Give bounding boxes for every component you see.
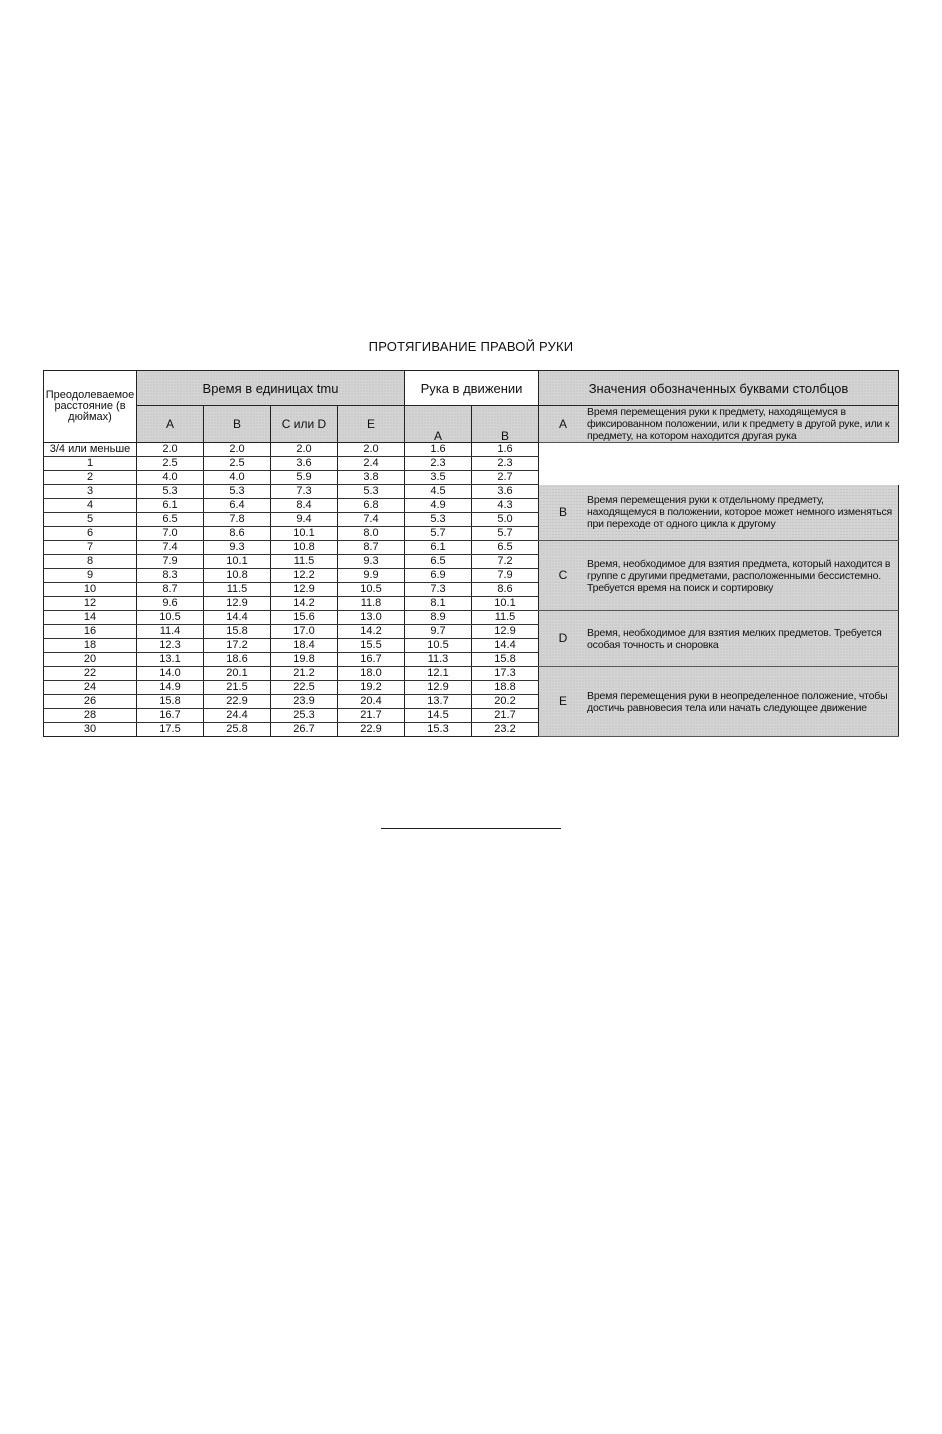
cell-value: 10.5 [405,639,472,653]
cell-value: 3.8 [338,471,405,485]
cell-value: 12.1 [405,667,472,681]
cell-value: 7.8 [204,513,271,527]
cell-distance: 5 [44,513,137,527]
cell-value: 7.4 [338,513,405,527]
cell-value: 4.0 [137,471,204,485]
cell-value: 8.9 [405,611,472,625]
cell-value: 20.2 [472,695,539,709]
cell-value: 5.3 [204,485,271,499]
cell-value: 7.3 [271,485,338,499]
cell-value: 4.0 [204,471,271,485]
cell-distance: 6 [44,527,137,541]
cell-value: 10.5 [137,611,204,625]
header-time-col-a: A [137,406,204,443]
cell-value: 2.5 [204,457,271,471]
separator-rule [381,828,561,829]
cell-distance: 9 [44,569,137,583]
cell-value: 18.8 [472,681,539,695]
cell-value: 22.9 [204,695,271,709]
cell-value: 8.7 [137,583,204,597]
cell-value: 12.9 [271,583,338,597]
cell-value: 5.3 [338,485,405,499]
cell-value: 12.9 [204,597,271,611]
cell-value: 2.5 [137,457,204,471]
cell-value: 2.4 [338,457,405,471]
cell-distance: 8 [44,555,137,569]
cell-distance: 3/4 или меньше [44,443,137,457]
cell-value: 6.9 [405,569,472,583]
cell-value: 25.8 [204,723,271,737]
cell-value: 15.3 [405,723,472,737]
cell-value: 10.1 [204,555,271,569]
header-motion-col-a: A [405,406,472,443]
header-time-col-cd: C или D [271,406,338,443]
cell-value: 18.6 [204,653,271,667]
reach-time-table [43,370,899,737]
cell-value: 10.1 [472,597,539,611]
cell-value: 17.5 [137,723,204,737]
header-motion-col-b: B [472,406,539,443]
cell-value: 15.6 [271,611,338,625]
cell-value: 6.8 [338,499,405,513]
cell-value: 8.6 [472,583,539,597]
cell-value: 7.9 [137,555,204,569]
cell-distance: 20 [44,653,137,667]
cell-value: 18.0 [338,667,405,681]
table-row [44,471,899,485]
cell-distance: 4 [44,499,137,513]
cell-value: 21.2 [271,667,338,681]
header-distance: Преодолеваемое расстояние (в дюймах) [44,371,137,443]
cell-value: 14.2 [271,597,338,611]
header-time-col-e: E [338,406,405,443]
cell-value: 15.8 [137,695,204,709]
cell-value: 7.2 [472,555,539,569]
header-time-col-b: B [204,406,271,443]
meaning-b [539,485,899,541]
cell-value: 6.4 [204,499,271,513]
cell-value: 9.7 [405,625,472,639]
cell-value: 5.3 [137,485,204,499]
cell-value: 5.9 [271,471,338,485]
cell-value: 6.1 [405,541,472,555]
cell-value: 9.4 [271,513,338,527]
cell-value: 14.5 [405,709,472,723]
cell-distance: 22 [44,667,137,681]
cell-value: 6.1 [137,499,204,513]
cell-value: 7.4 [137,541,204,555]
cell-value: 23.2 [472,723,539,737]
cell-value: 8.1 [405,597,472,611]
header-meaning: Значения обозначенных буквами столбцов [539,371,899,406]
cell-value: 8.3 [137,569,204,583]
cell-value: 26.7 [271,723,338,737]
cell-value: 6.5 [472,541,539,555]
meaning-e-letter: E [559,694,568,708]
cell-value: 8.6 [204,527,271,541]
cell-value: 14.4 [204,611,271,625]
cell-value: 2.0 [338,443,405,457]
header-time-group: Время в единицах tmu [137,371,405,406]
cell-value: 14.9 [137,681,204,695]
cell-value: 10.5 [338,583,405,597]
cell-value: 17.2 [204,639,271,653]
cell-value: 14.4 [472,639,539,653]
cell-value: 2.0 [204,443,271,457]
cell-value: 11.3 [405,653,472,667]
cell-value: 5.0 [472,513,539,527]
cell-distance: 14 [44,611,137,625]
cell-distance: 24 [44,681,137,695]
cell-distance: 2 [44,471,137,485]
meaning-b-text: Время перемещения руки к отдельному предмету, находящемуся в положении, которое может немного изменяться при переходе от одного цикла к другому [587,494,893,531]
cell-value: 10.1 [271,527,338,541]
cell-distance: 28 [44,709,137,723]
header-motion-group: Рука в движении [405,371,539,406]
cell-value: 16.7 [137,709,204,723]
meaning-a-text: Время перемещения руки к предмету, находящемуся в фиксированном положении, или к предмету в другой руке, или к предмету, на котором находится другая рука [587,406,890,442]
table-row [44,611,899,625]
cell-distance: 12 [44,597,137,611]
cell-value: 11.5 [271,555,338,569]
cell-value: 19.2 [338,681,405,695]
cell-value: 21.7 [472,709,539,723]
cell-value: 6.5 [405,555,472,569]
cell-value: 2.0 [271,443,338,457]
cell-value: 13.1 [137,653,204,667]
cell-value: 4.5 [405,485,472,499]
page-title: ПРОТЯГИВАНИЕ ПРАВОЙ РУКИ [368,339,574,354]
table-row [44,443,899,457]
cell-value: 17.0 [271,625,338,639]
cell-value: 15.5 [338,639,405,653]
meaning-d-letter: D [558,631,568,645]
cell-value: 9.6 [137,597,204,611]
cell-value: 24.4 [204,709,271,723]
cell-value: 12.9 [472,625,539,639]
cell-value: 11.4 [137,625,204,639]
table-row [44,667,899,681]
cell-value: 23.9 [271,695,338,709]
table-row [44,541,899,555]
cell-distance: 26 [44,695,137,709]
cell-value: 8.4 [271,499,338,513]
table-row [44,457,899,471]
cell-value: 21.5 [204,681,271,695]
table-row [44,485,899,499]
cell-value: 11.5 [204,583,271,597]
meaning-c-text: Время, необходимое для взятия предмета, который находится в группе с другими предметами, расположенными бессистемно. Требуется время на поиск и сортировку [587,557,891,594]
cell-value: 11.5 [472,611,539,625]
cell-value: 18.4 [271,639,338,653]
cell-value: 7.9 [472,569,539,583]
meaning-a-letter: A [559,416,568,431]
cell-value: 5.3 [405,513,472,527]
cell-value: 10.8 [204,569,271,583]
cell-value: 15.8 [472,653,539,667]
cell-value: 9.9 [338,569,405,583]
meaning-e-text: Время перемещения руки в неопределенное положение, чтобы достичь равновесия тела или начать следующее движение [587,689,888,714]
cell-value: 2.3 [405,457,472,471]
cell-value: 17.3 [472,667,539,681]
cell-value: 19.8 [271,653,338,667]
meaning-c [539,541,899,611]
cell-value: 3.6 [271,457,338,471]
cell-value: 12.9 [405,681,472,695]
cell-value: 9.3 [338,555,405,569]
cell-value: 13.7 [405,695,472,709]
cell-value: 13.0 [338,611,405,625]
cell-value: 2.7 [472,471,539,485]
cell-distance: 7 [44,541,137,555]
cell-value: 7.0 [137,527,204,541]
cell-value: 15.8 [204,625,271,639]
cell-distance: 30 [44,723,137,737]
meaning-a [539,406,899,443]
cell-value: 10.8 [271,541,338,555]
cell-value: 12.2 [271,569,338,583]
cell-value: 21.7 [338,709,405,723]
cell-value: 16.7 [338,653,405,667]
cell-value: 3.5 [405,471,472,485]
cell-value: 8.0 [338,527,405,541]
cell-value: 1.6 [405,443,472,457]
cell-distance: 18 [44,639,137,653]
cell-value: 4.3 [472,499,539,513]
cell-value: 6.5 [137,513,204,527]
cell-value: 11.8 [338,597,405,611]
cell-value: 25.3 [271,709,338,723]
cell-value: 14.0 [137,667,204,681]
cell-value: 12.3 [137,639,204,653]
meaning-e [539,667,899,737]
cell-value: 8.7 [338,541,405,555]
cell-value: 22.5 [271,681,338,695]
cell-value: 20.1 [204,667,271,681]
cell-value: 2.3 [472,457,539,471]
cell-value: 7.3 [405,583,472,597]
cell-value: 9.3 [204,541,271,555]
meaning-b-letter: B [559,504,568,519]
meaning-c-letter: C [558,568,568,582]
meaning-d [539,611,899,667]
cell-distance: 16 [44,625,137,639]
cell-value: 22.9 [338,723,405,737]
meaning-d-text: Время, необходимое для взятия мелких предметов. Требуется особая точность и сноровка [587,626,882,651]
cell-value: 1.6 [472,443,539,457]
cell-value: 5.7 [405,527,472,541]
cell-value: 3.6 [472,485,539,499]
cell-distance: 3 [44,485,137,499]
cell-value: 4.9 [405,499,472,513]
cell-value: 20.4 [338,695,405,709]
cell-value: 5.7 [472,527,539,541]
cell-value: 2.0 [137,443,204,457]
cell-distance: 1 [44,457,137,471]
cell-distance: 10 [44,583,137,597]
cell-value: 14.2 [338,625,405,639]
